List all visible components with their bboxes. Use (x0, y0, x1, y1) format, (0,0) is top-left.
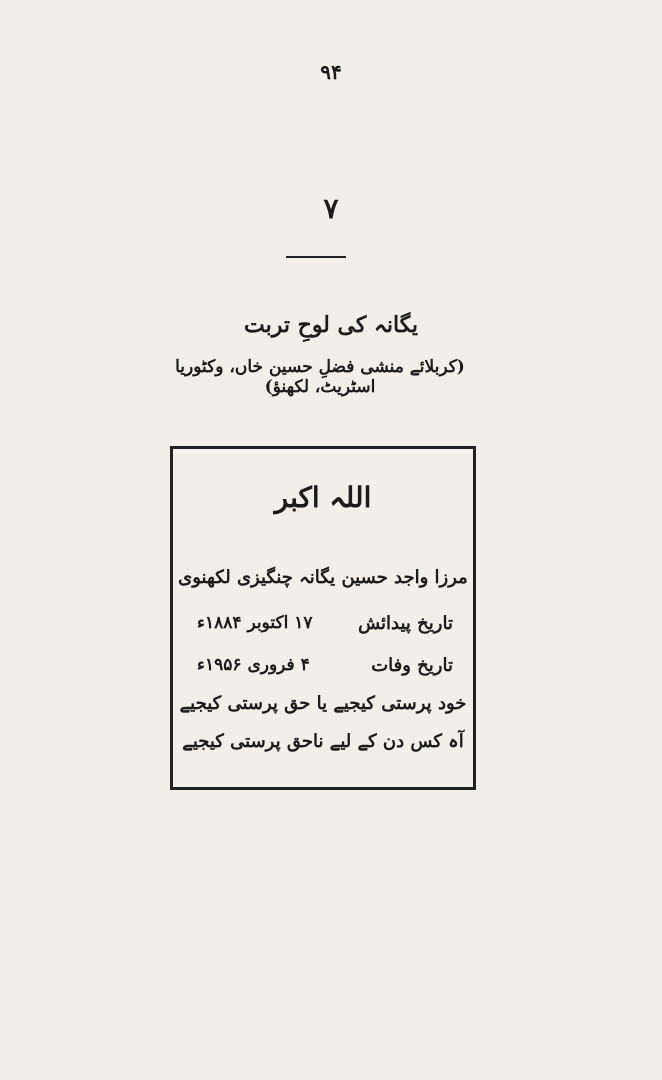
separator-rule (286, 256, 346, 258)
grave-tablet (170, 446, 476, 790)
invocation-text: اللہ اکبر (274, 481, 372, 514)
poet-name: مرزا واجد حسین یگانہ چنگیزی لکھنوی (178, 567, 468, 588)
couplet-line-1: خود پرستی کیجیے یا حق پرستی کیجیے (179, 693, 467, 714)
death-date-value: ۴ فروری ۱۹۵۶ء (197, 655, 310, 675)
death-date-label: تاریخ وفات (371, 655, 453, 676)
couplet-line-2: آہ کس دن کے لیے ناحق پرستی کیجیے (182, 731, 464, 752)
page-subtitle: (کربلائے منشی فضلِ حسین خاں، وکٹوریا اسٹریٹ، لکھنؤ) (175, 357, 465, 397)
chapter-number: ۷ (323, 192, 339, 225)
birth-date-value: ۱۷ اکتوبر ۱۸۸۴ء (197, 613, 313, 633)
birth-date-label: تاریخ پیدائش (358, 613, 453, 634)
page-number: ۹۴ (320, 60, 342, 84)
page-title: یگانہ کی لوحِ تربت (243, 312, 419, 338)
